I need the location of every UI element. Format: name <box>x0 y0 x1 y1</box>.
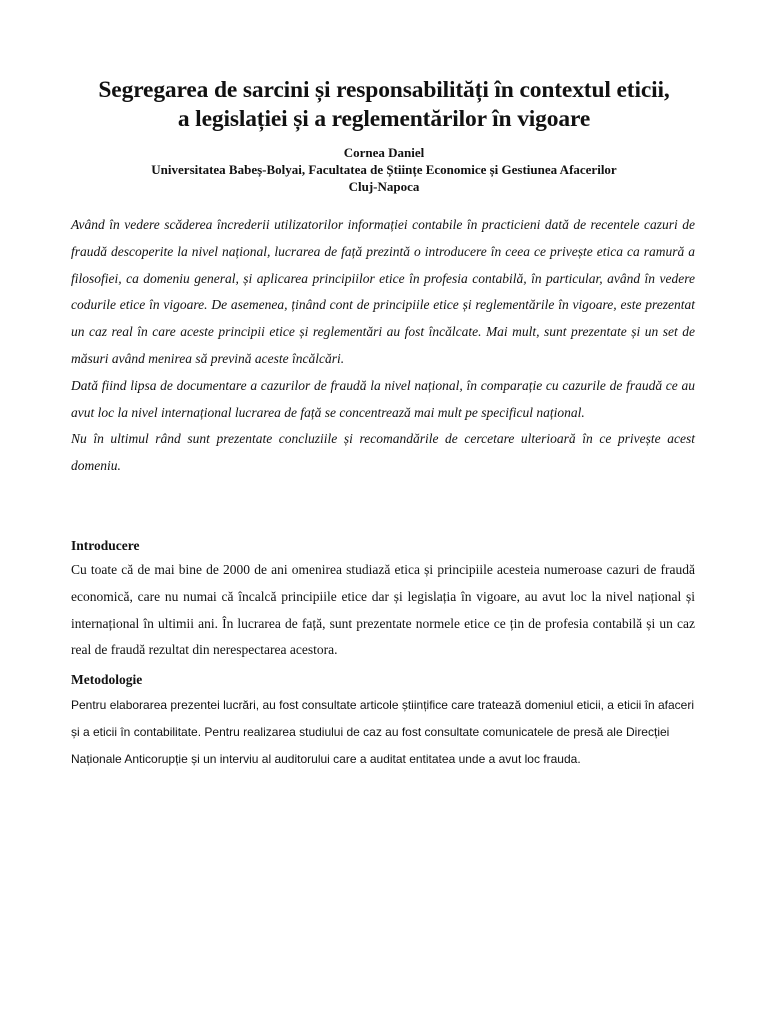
abstract-paragraph: Având în vedere scăderea încrederii utilizatorilor informației contabile în practicieni dată de recentele cazuri de fraudă descoperite la nivel național, lucrarea de față prezintă o introducere în ceea ce privește etica ca ramură a filosofiei, ca domeniu general, și aplicarea principiilor etice în profesia contabilă, în particular, având în vedere codurile etice în vigoare. De asemenea, ținând cont de principiile etice și reglementările în vigoare, este prezentat un caz real în care aceste principii etice și reglementări au fost încălcate. Mai mult, sunt prezentate și un set de măsuri având menirea să prevină aceste încălcări. <box>71 217 695 366</box>
abstract-paragraph: Nu în ultimul rând sunt prezentate concluziile și recomandările de cercetare ulterioară în ce privește acest domeniu. <box>71 431 695 474</box>
abstract-paragraph: Dată fiind lipsa de documentare a cazurilor de fraudă la nivel național, în comparație cu cazurile de fraudă ce au avut loc la nivel internațional lucrarea de față se concentrează mai mult pe specificul național. <box>71 377 695 420</box>
author-affiliation: Universitatea Babeș-Bolyai, Facultatea de Științe Economice și Gestiunea Afacerilor <box>151 162 617 177</box>
author-name: Cornea Daniel <box>343 145 425 160</box>
section-heading-metodologie: Metodologie <box>71 672 143 687</box>
title-line-1: Segregarea de sarcini și responsabilități în contextul eticii, <box>98 77 670 103</box>
title-line-2: a legislației și a reglementărilor în vigoare <box>177 106 591 132</box>
section-body-introducere: Cu toate că de mai bine de 2000 de ani omenirea studiază etica și principiile acesteia numeroase cazuri de fraudă economică, care nu numai că încalcă principiile etice dar și legislația în vigoare, au avut loc la nivel național și internațional în ultimii ani. În lucrarea de față, sunt prezentate normele etice ce țin de profesia contabilă și un caz real de fraudă rezultat din nerespectarea acestora. <box>71 562 695 658</box>
document-title <box>40 76 728 134</box>
author-city: Cluj-Napoca <box>348 179 420 194</box>
section-body-metodologie: Pentru elaborarea prezentei lucrări, au fost consultate articole științifice care tratează domeniul eticii, a eticii în afaceri și a eticii în contabilitate. Pentru realizarea studiului de caz au fost consultate comunicatele de presă ale Direcției Naționale Anticorupție și un interviu al auditorului care a auditat entitatea unde a avut loc frauda. <box>71 698 694 766</box>
abstract <box>71 212 695 480</box>
section-heading-introducere: Introducere <box>71 538 140 553</box>
